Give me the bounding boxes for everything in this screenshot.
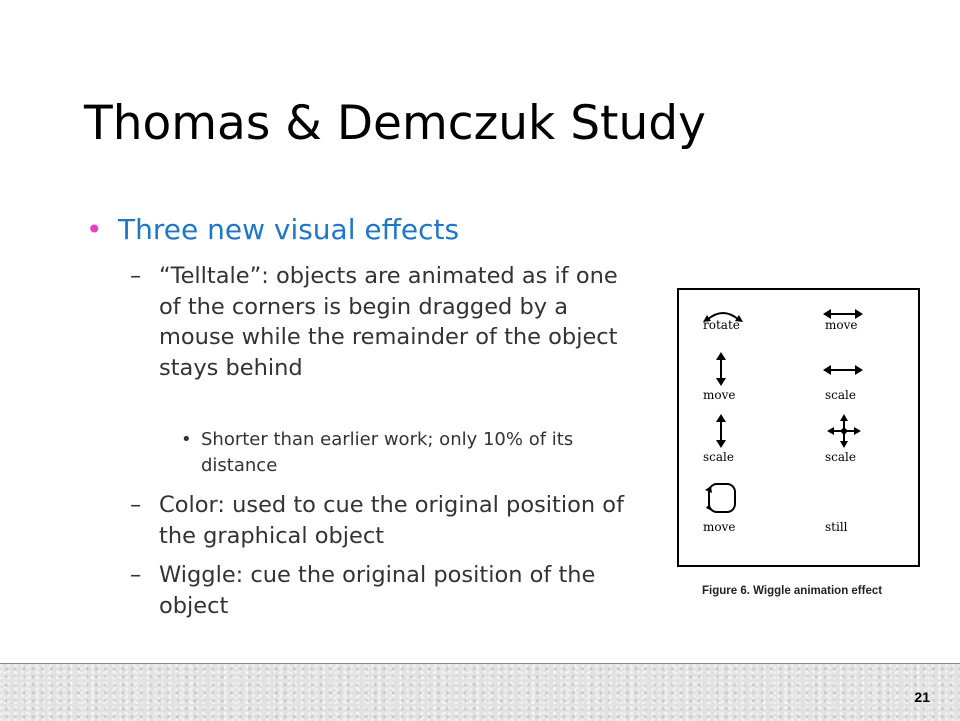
wiggle-figure (677, 288, 920, 567)
bullet-marker: • (86, 213, 103, 246)
vertical-double-arrow-icon (715, 414, 727, 448)
figure-label-move: move (703, 388, 736, 402)
dash-marker: – (130, 562, 142, 588)
sub-sub-marker: • (181, 429, 192, 450)
main-bullet-text: Three new visual effects (118, 213, 460, 246)
vertical-double-arrow-icon (715, 352, 727, 386)
slide-title: Thomas & Demczuk Study (84, 96, 706, 151)
horizontal-double-arrow-icon (823, 364, 863, 376)
figure-label-scale: scale (825, 450, 856, 464)
dash-marker: – (130, 492, 142, 518)
figure-label-move: move (703, 520, 736, 534)
dash-marker: – (130, 263, 142, 289)
page-number: 21 (914, 689, 930, 705)
sub-bullet-text: Wiggle: cue the original position of the object (159, 562, 596, 619)
figure-label-rotate: rotate (703, 318, 740, 332)
figure-label-scale: scale (703, 450, 734, 464)
slide-footer (0, 663, 960, 721)
circular-arrow-icon (703, 480, 739, 516)
main-bullet (86, 213, 459, 246)
figure-label-scale: scale (825, 388, 856, 402)
figure-label-still: still (825, 520, 848, 534)
sub-bullet-text: “Telltale”: objects are animated as if one of the corners is begin dragged by a mouse while the remainder of the object stays behind (159, 263, 618, 381)
sub-sub-bullet-text: Shorter than earlier work; only 10% of its distance (201, 429, 574, 476)
sub-bullet-text: Color: used to cue the original position of the graphical object (159, 492, 624, 549)
figure-caption: Figure 6. Wiggle animation effect (702, 585, 883, 597)
four-way-arrow-icon (827, 414, 861, 448)
figure-label-move: move (825, 318, 858, 332)
